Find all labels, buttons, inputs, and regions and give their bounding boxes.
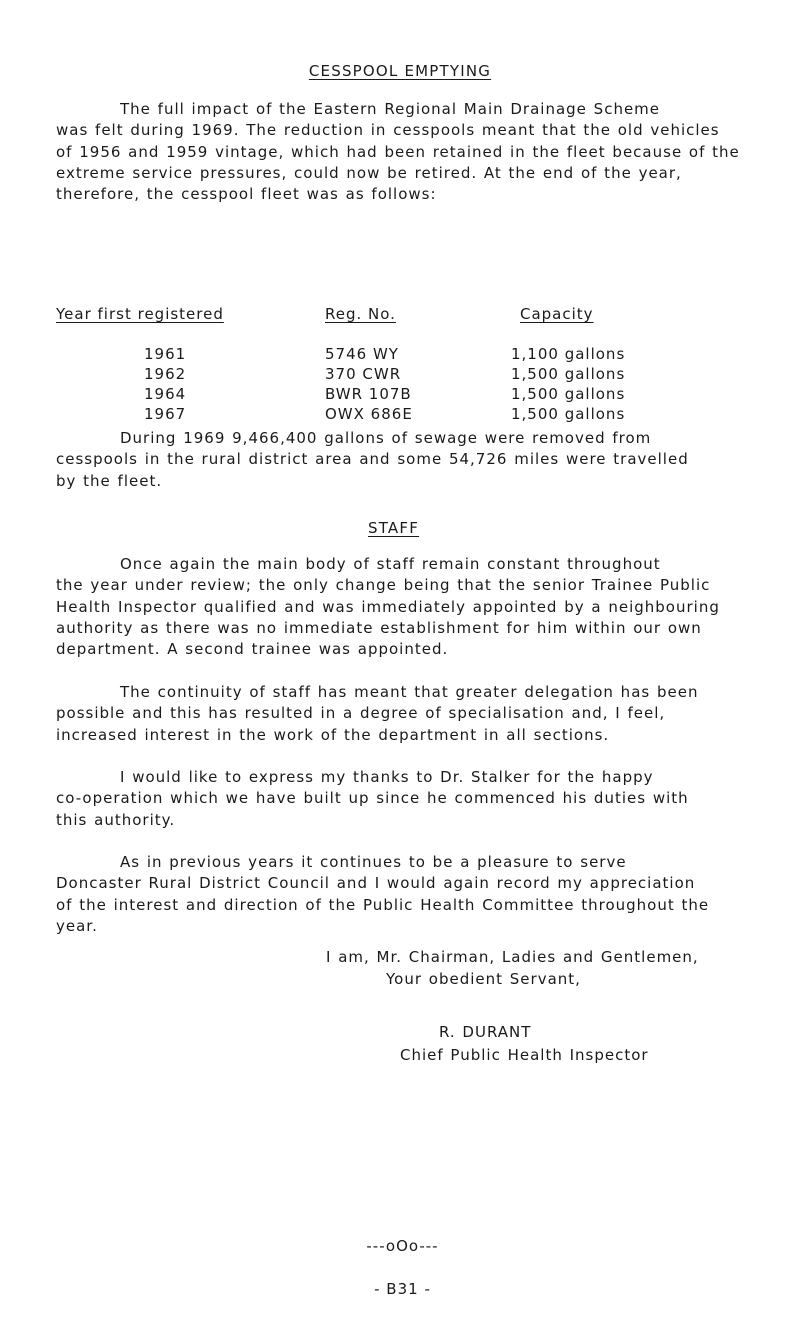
table-row	[0, 385, 800, 405]
reg-cell: BWR 107B	[325, 385, 412, 403]
year-cell: 1962	[144, 365, 187, 383]
paragraph-line: department. A second trainee was appointed.	[56, 640, 449, 659]
year-cell: 1964	[144, 385, 187, 403]
signatory-name: R. DURANT	[439, 1023, 532, 1041]
paragraph-line: of the interest and direction of the Public Health Committee throughout the	[56, 895, 710, 914]
closing-line: Your obedient Servant,	[386, 970, 581, 988]
cesspool-summary-paragraph	[56, 428, 766, 492]
paragraph-line: As in previous years it continues to be a pleasure to serve	[120, 853, 627, 871]
paragraph-line: During 1969 9,466,400 gallons of sewage were removed from	[120, 429, 652, 447]
paragraph-line: this authority.	[56, 810, 176, 829]
cesspool-intro-paragraph	[56, 99, 766, 205]
signatory-title: Chief Public Health Inspector	[400, 1046, 649, 1064]
paragraph-line: Doncaster Rural District Council and I would again record my appreciation	[56, 874, 696, 893]
end-separator: ---oOo---	[366, 1237, 439, 1255]
cesspool-heading: CESSPOOL EMPTYING	[308, 62, 492, 80]
capacity-cell: 1,500 gallons	[511, 405, 626, 423]
capacity-cell: 1,500 gallons	[511, 385, 626, 403]
staff-paragraph-2	[56, 682, 766, 746]
column-header-year: Year first registered	[56, 305, 224, 323]
year-cell: 1961	[144, 345, 187, 363]
paragraph-line: I would like to express my thanks to Dr. Stalker for the happy	[120, 768, 654, 786]
capacity-cell: 1,500 gallons	[511, 365, 626, 383]
paragraph-line: was felt during 1969. The reduction in cesspools meant that the old vehicles	[56, 121, 720, 140]
paragraph-line: Health Inspector qualified and was immediately appointed by a neighbouring	[56, 597, 720, 616]
paragraph-line: of 1956 and 1959 vintage, which had been retained in the fleet because of the	[56, 142, 740, 161]
paragraph-line: possible and this has resulted in a degree of specialisation and, I feel,	[56, 704, 666, 723]
paragraph-line: co-operation which we have built up since he commenced his duties with	[56, 789, 689, 808]
paragraph-line: therefore, the cesspool fleet was as follows:	[56, 185, 437, 204]
column-header-capacity: Capacity	[520, 305, 594, 323]
paragraph-line: The continuity of staff has meant that greater delegation has been	[120, 683, 699, 701]
paragraph-line: the year under review; the only change being that the senior Trainee Public	[56, 576, 711, 595]
reg-cell: 370 CWR	[325, 365, 402, 383]
paragraph-line: Once again the main body of staff remain constant throughout	[120, 555, 661, 573]
table-row	[0, 345, 800, 365]
paragraph-line: by the fleet.	[56, 471, 163, 490]
paragraph-line: increased interest in the work of the department in all sections.	[56, 725, 610, 744]
staff-paragraph-4	[56, 852, 766, 937]
table-row	[0, 365, 800, 385]
reg-cell: OWX 686E	[325, 405, 413, 423]
page-number: - B31 -	[374, 1280, 431, 1298]
staff-paragraph-3	[56, 767, 766, 831]
capacity-cell: 1,100 gallons	[511, 345, 626, 363]
table-row	[0, 405, 800, 425]
paragraph-line: year.	[56, 916, 98, 935]
year-cell: 1967	[144, 405, 187, 423]
column-header-reg: Reg. No.	[325, 305, 396, 323]
reg-cell: 5746 WY	[325, 345, 399, 363]
staff-paragraph-1	[56, 554, 766, 660]
paragraph-line: cesspools in the rural district area and some 54,726 miles were travelled	[56, 450, 689, 469]
paragraph-line: authority as there was no immediate establishment for him within our own	[56, 618, 702, 637]
staff-heading: STAFF	[368, 519, 420, 537]
paragraph-line: extreme service pressures, could now be retired. At the end of the year,	[56, 163, 682, 182]
salutation-line: I am, Mr. Chairman, Ladies and Gentlemen,	[326, 948, 699, 966]
fleet-table	[0, 345, 800, 425]
paragraph-line: The full impact of the Eastern Regional Main Drainage Scheme	[120, 100, 661, 118]
